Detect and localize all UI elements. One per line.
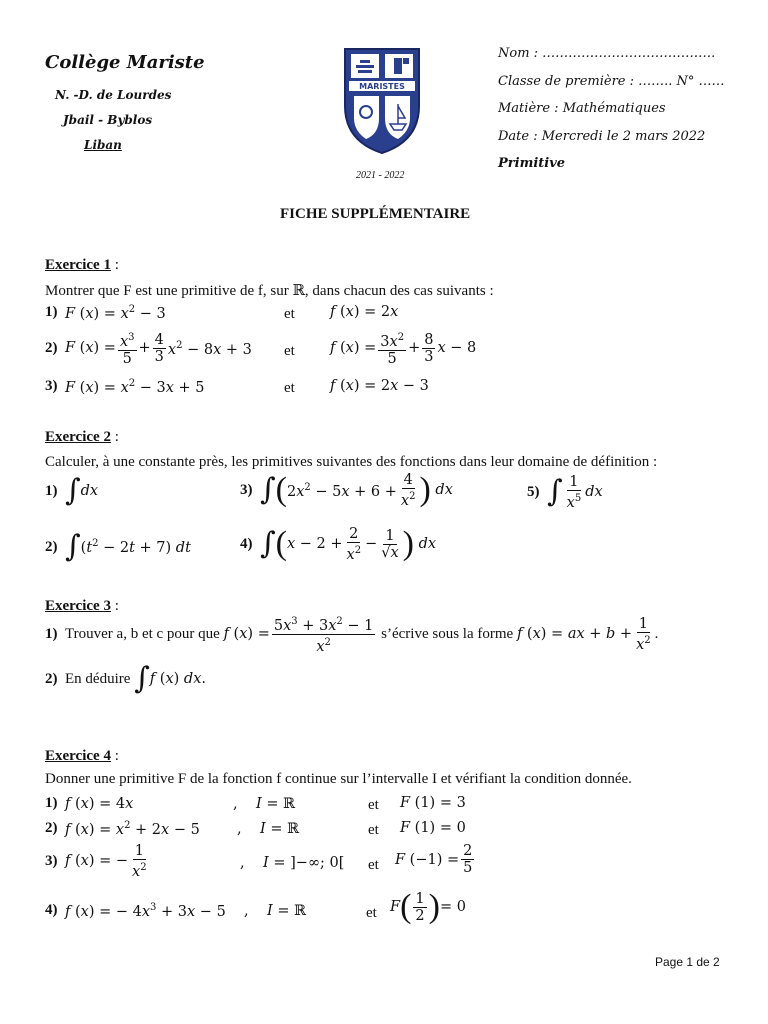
ex2-item-3: 3) ∫ ( $2x^2 - 5x + 6$ + $\frac{4}{x^2}$ ) dx [240, 471, 453, 509]
ex4-et-4: et [366, 905, 377, 921]
class-field-label: Classe de première : …….. N° …… [498, 74, 725, 89]
sheet-title: FICHE SUPPLÉMENTAIRE [280, 206, 471, 222]
ex4-interval-2: , I = ℝ [237, 821, 300, 837]
ex1-et-3: et [284, 380, 295, 396]
ex1-f-3: f (x) = 2x − 3 [330, 378, 429, 394]
ex1-item-3: 3) F $(x) = x^2 - 3x + 5$ [45, 378, 205, 396]
ex2-item-1: 1) ∫ dx [45, 473, 99, 508]
date-label: Date : Mercredi le 2 mars 2022 [498, 129, 706, 144]
ex3-item-1: 1) Trouver a, b et c pour que f (x) = $\frac{5x^3 + 3x^2 - 1}{x^2}$ s’écrive sous la forme f (x) = ax + b + $\frac{1}{x^2}$ . [45, 615, 659, 655]
ex4-cond-4: F ( $\frac{1}{2}$ ) = 0 [390, 888, 466, 925]
ex1-item-1: 1) F $(x) = x^2 - 3$ [45, 304, 166, 322]
page-number: Page 1 de 2 [655, 955, 720, 969]
ex4-item-2: 2) f $(x) = x^2 + 2x - 5$ [45, 820, 200, 838]
subject-label: Matière : Mathématiques [498, 101, 666, 116]
ex4-cond-1: F (1) = 3 [400, 795, 466, 811]
ex4-et-1: et [368, 797, 379, 813]
ex1-f-1: f (x) = 2x [330, 304, 399, 320]
ex4-interval-3: , I = ]−∞; 0[ [240, 855, 345, 871]
ex4-item-3: 3) f (x) = − $\frac{1}{x^2}$ [45, 843, 147, 880]
ex1-et-2: et [284, 343, 295, 359]
ex4-item-4: 4) f (x) = − $4x^3 + 3x - 5$ [45, 902, 226, 920]
ex1-item-2: 2) F (x) = $\frac{x^3}{5}$ + $\frac{4}{3}$ $x^2 - 8x + 3$ [45, 331, 252, 367]
ex2-item-2: 2) ∫ $(t^2 - 2t + 7)$ dt [45, 529, 191, 564]
school-year: 2021 - 2022 [356, 170, 405, 181]
ex4-interval-1: , I = ℝ [233, 796, 296, 812]
ex2-item-4: 4) ∫ ( x − 2 + $\frac{2}{x^2}$ − $\frac{1}{√x}$ ) dx [240, 525, 437, 563]
school-logo [342, 46, 422, 156]
exercise-3-heading: Exercice 3 : [45, 598, 119, 614]
name-field-label: Nom : …………………………………. [498, 46, 716, 61]
ex1-et-1: et [284, 306, 295, 322]
exercise-4-heading: Exercice 4 : [45, 748, 119, 764]
ex1-f-2: f (x) = $\frac{3x^2}{5}$ + $\frac{8}{3}$ x − 8 [330, 331, 477, 367]
exercise-4-instructions: Donner une primitive F de la fonction f continue sur l’intervalle I et vérifiant la condition donnée. [45, 771, 632, 787]
exercise-2-instructions: Calculer, à une constante près, les primitives suivantes des fonctions dans leur domaine de définition : [45, 454, 658, 470]
ex4-interval-4: , I = ℝ [244, 903, 307, 919]
ex4-et-3: et [368, 857, 379, 873]
ex3-item-2: 2) En déduire ∫ f (x) dx. [45, 661, 206, 696]
school-name: Collège Mariste [45, 52, 205, 73]
ex4-et-2: et [368, 822, 379, 838]
exercise-2-heading: Exercice 2 : [45, 429, 119, 445]
ex2-item-5: 5) ∫ $\frac{1}{x^5}$ dx [527, 474, 603, 511]
logo-text: MARISTES [359, 82, 405, 91]
ex4-cond-2: F (1) = 0 [400, 820, 466, 836]
school-subtitle-2: Jbail - Byblos [63, 113, 153, 127]
ex4-cond-3: F (−1) = $\frac{2}{5}$ [395, 843, 473, 876]
exercise-1-heading: Exercice 1 : [45, 257, 119, 273]
chapter-label: Primitive [498, 156, 566, 171]
school-subtitle-1: N. -D. de Lourdes [55, 88, 172, 102]
school-subtitle-3: Liban [84, 138, 122, 152]
ex4-item-1: 1) f (x) = 4x [45, 795, 134, 812]
exercise-1-instructions: Montrer que F est une primitive de f, sur ℝ, dans chacun des cas suivants : [45, 283, 494, 299]
